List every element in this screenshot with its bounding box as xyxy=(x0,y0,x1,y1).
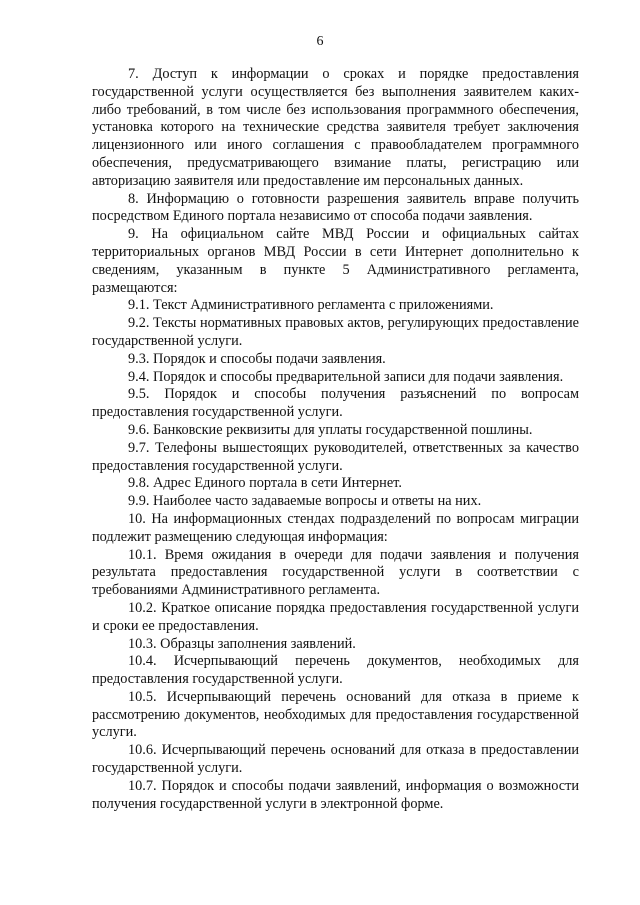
paragraph-9-6: 9.6. Банковские реквизиты для уплаты государственной пошлины. xyxy=(128,421,533,438)
paragraph-8: 8. Информацию о готовности разрешения заявитель вправе получить посредством Единого портала независимо от способа подачи заявления. xyxy=(92,190,579,225)
paragraph-10-4: 10.4. Исчерпывающий перечень документов, необходимых для предоставления государственной услуги. xyxy=(92,653,579,688)
paragraph-9-7: 9.7. Телефоны вышестоящих руководителей, ответственных за качество предоставления государственной услуги. xyxy=(92,439,579,474)
document-body xyxy=(92,66,579,813)
page-number: 6 xyxy=(316,34,324,49)
paragraph-10-6: 10.6. Исчерпывающий перечень оснований для отказа в предоставлении государственной услуги. xyxy=(92,742,579,777)
paragraph-10-1: 10.1. Время ожидания в очереди для подачи заявления и получения результата предоставления государственной услуги в соответствии с требованиями Административного регламента. xyxy=(92,546,579,599)
paragraph-9-5: 9.5. Порядок и способы получения разъяснений по вопросам предоставления государственной услуги. xyxy=(92,386,579,421)
paragraph-7: 7. Доступ к информации о сроках и порядке предоставления государственной услуги осуществляется без выполнения заявителем каких-либо требований, в том числе без использования программного обеспечения, установка которого на технические средства заявителя требует заключения лицензионного или иного соглашения с правообладателем программного обеспечения, предусматривающего взимание платы, регистрацию или авторизацию заявителя или предоставление им персональных данных. xyxy=(92,66,579,189)
paragraph-9-8: 9.8. Адрес Единого портала в сети Интернет. xyxy=(128,475,402,492)
paragraph-10-7: 10.7. Порядок и способы подачи заявлений, информация о возможности получения государственной услуги в электронной форме. xyxy=(92,777,579,812)
paragraph-10: 10. На информационных стендах подразделений по вопросам миграции подлежит размещению следующая информация: xyxy=(92,510,579,545)
paragraph-10-5: 10.5. Исчерпывающий перечень оснований для отказа в приеме к рассмотрению документов, необходимых для предоставления государственной услуги. xyxy=(92,688,579,741)
paragraph-10-3: 10.3. Образцы заполнения заявлений. xyxy=(128,635,356,652)
paragraph-9-4: 9.4. Порядок и способы предварительной записи для подачи заявления. xyxy=(128,368,564,385)
paragraph-9-1: 9.1. Текст Административного регламента с приложениями. xyxy=(128,297,494,314)
paragraph-10-2: 10.2. Краткое описание порядка предоставления государственной услуги и сроки ее предоставления. xyxy=(92,599,579,634)
paragraph-9: 9. На официальном сайте МВД России и официальных сайтах территориальных органов МВД России в сети Интернет дополнительно к сведениям, указанным в пункте 5 Административного регламента, размещаются: xyxy=(92,226,579,296)
paragraph-9-9: 9.9. Наиболее часто задаваемые вопросы и ответы на них. xyxy=(128,493,482,510)
paragraph-9-2: 9.2. Тексты нормативных правовых актов, регулирующих предоставление государственной услуги. xyxy=(92,315,579,349)
paragraph-9-3: 9.3. Порядок и способы подачи заявления. xyxy=(128,350,386,367)
